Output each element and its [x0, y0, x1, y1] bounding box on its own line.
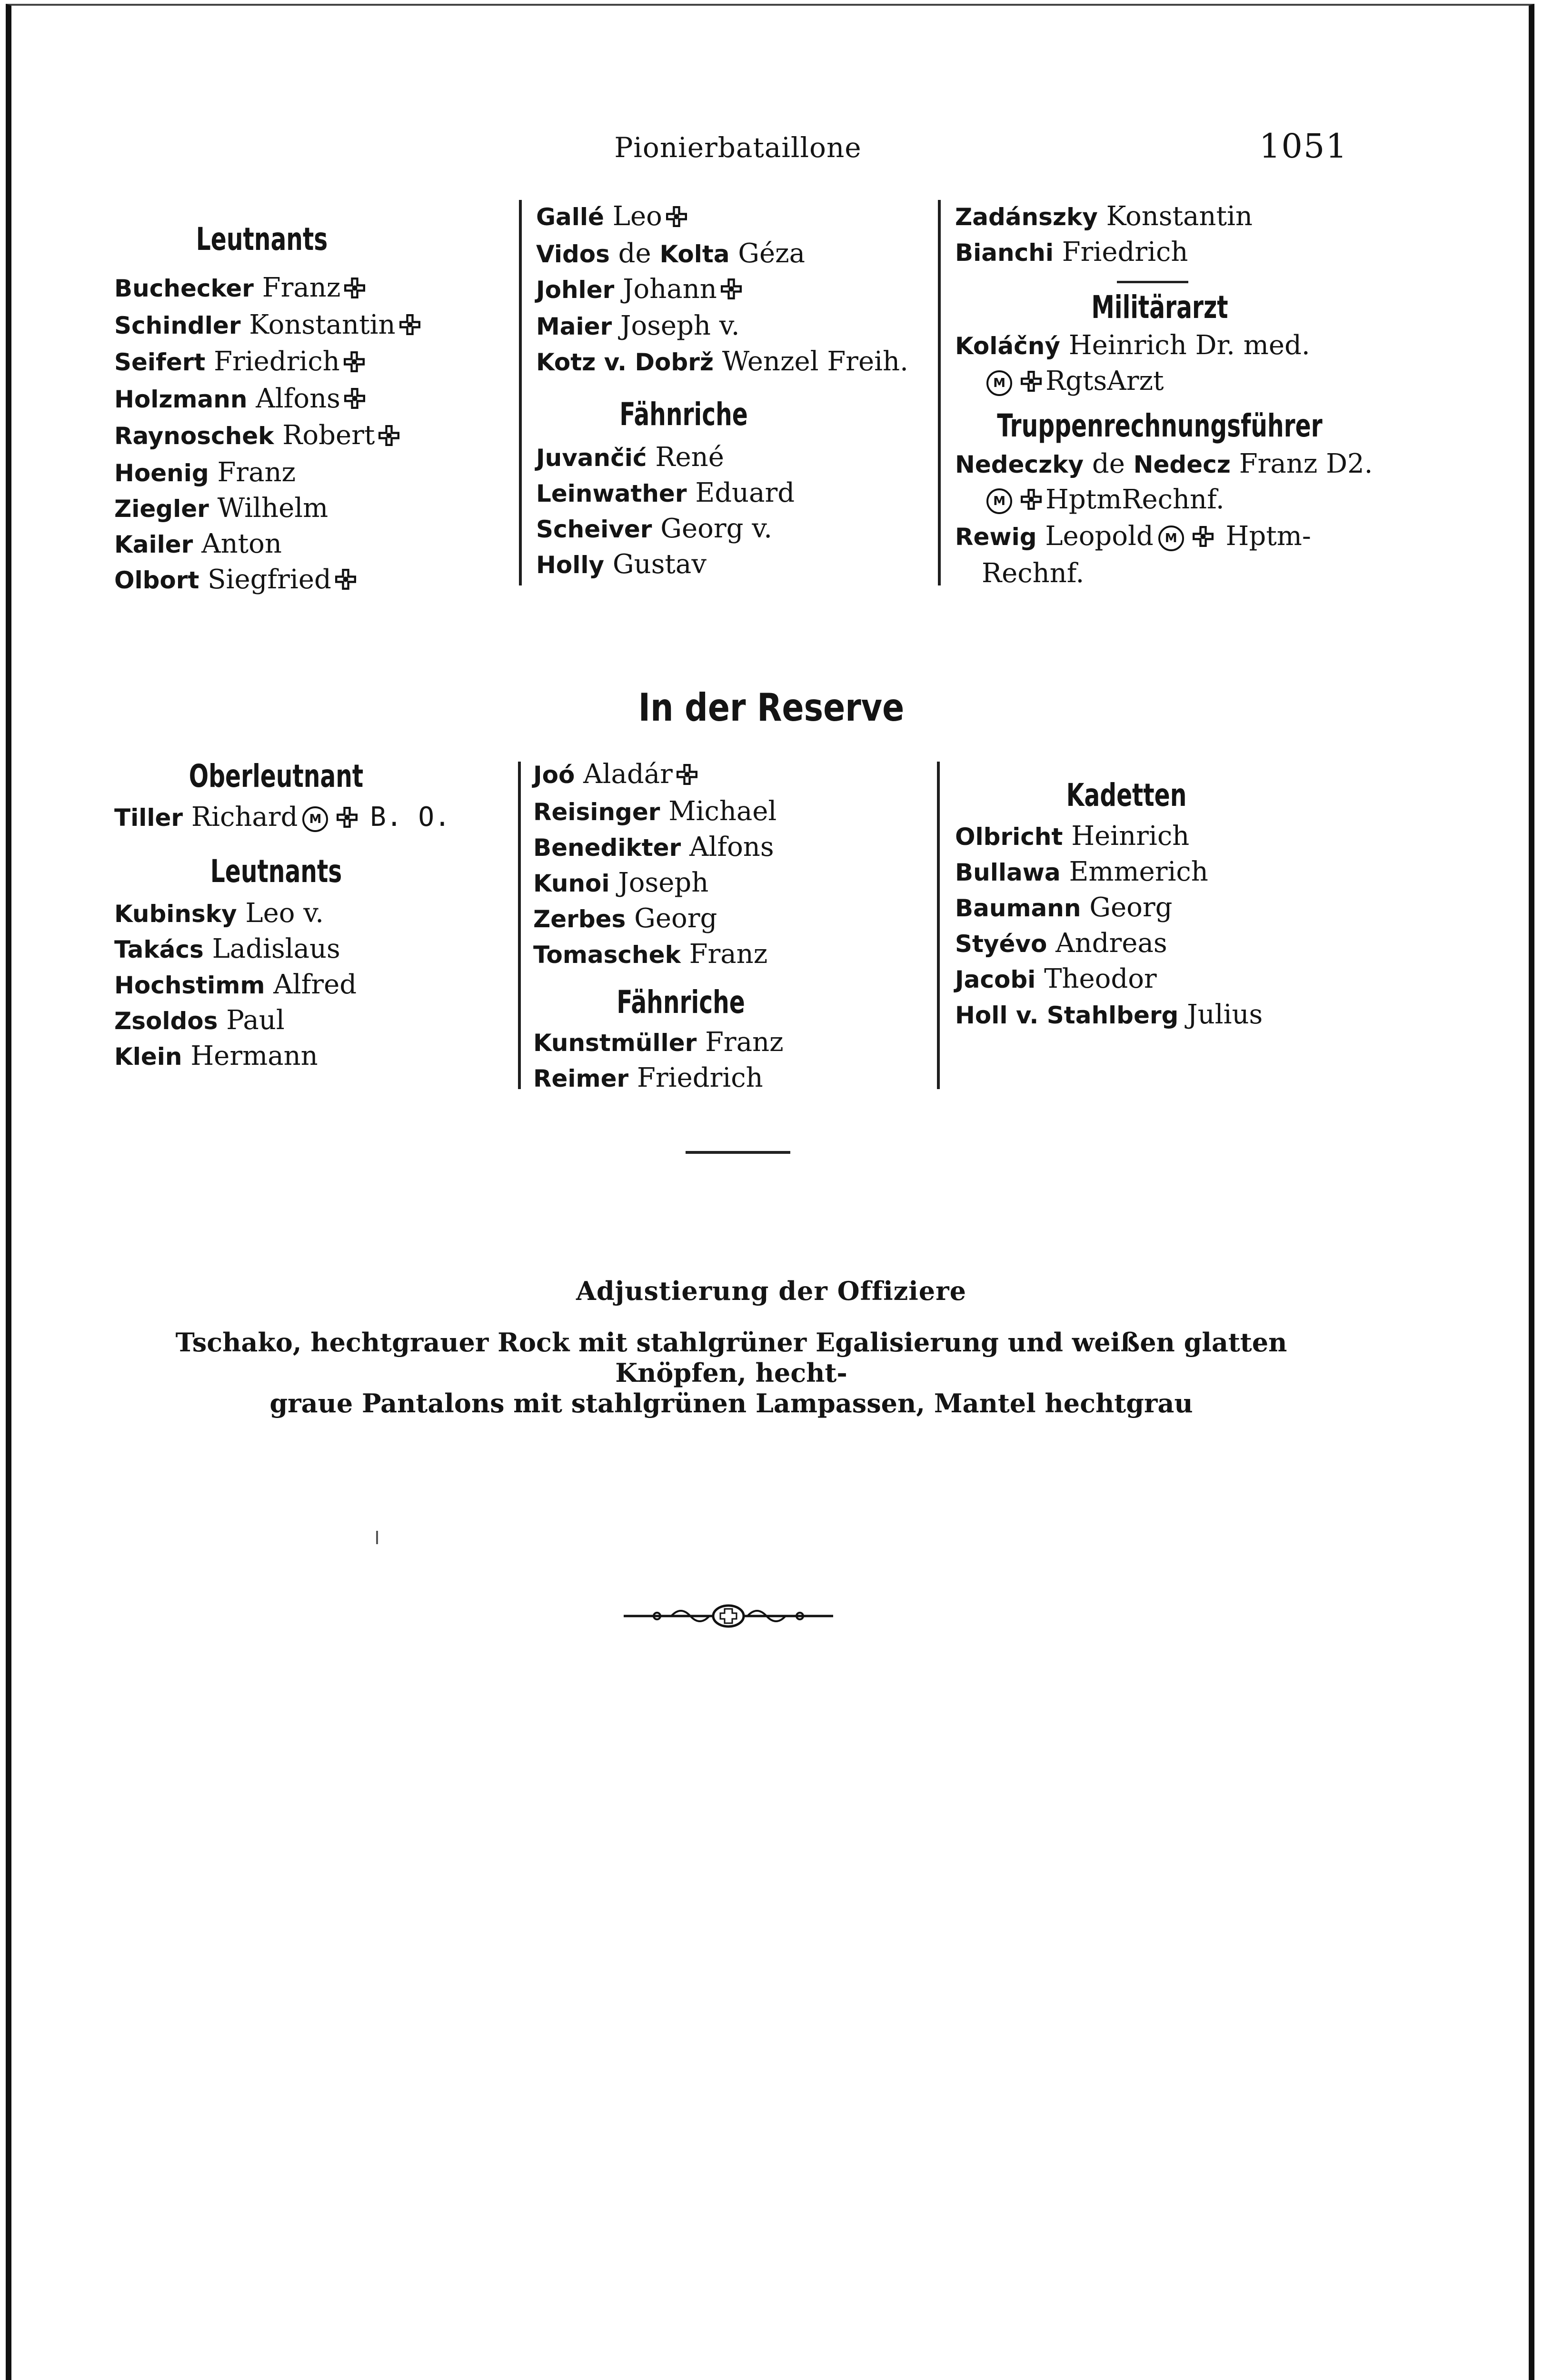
page-number: 1051: [1259, 127, 1348, 166]
list-item: Kailer Anton: [114, 528, 282, 559]
list-item: Koláčný Heinrich Dr. med.: [955, 330, 1310, 361]
active-col2: [536, 199, 926, 583]
column-divider: [519, 200, 522, 585]
list-item: Juvančić René: [536, 442, 724, 473]
list-item: Reimer Friedrich: [533, 1062, 763, 1093]
list-item: Holzmann Alfons: [114, 381, 505, 418]
column-divider: [937, 762, 940, 1089]
reserve-col3: [955, 775, 1364, 1033]
list-item: Kotz v. Dobrž Wenzel Freih.: [536, 346, 908, 377]
list-item: Olbricht Heinrich: [955, 821, 1190, 852]
list-item: Leinwather Eduard: [536, 477, 795, 508]
list-item: Nedeczky de Nedecz Franz D2.: [955, 448, 1373, 479]
heading-leutnants: Leutnants: [196, 221, 328, 258]
reserve-col2: [533, 757, 924, 1096]
list-item: Kunstmüller Franz: [533, 1026, 784, 1058]
list-item: Seifert Friedrich: [114, 344, 505, 381]
heading-truppenrechnungsfuehrer: Truppenrechnungsführer: [997, 407, 1323, 444]
list-item: Zerbes Georg: [533, 902, 717, 934]
section-heading-reserve: In der Reserve: [638, 685, 905, 730]
medal-icon: M: [1158, 526, 1184, 551]
stray-mark: [376, 1531, 378, 1544]
running-head: Pionierbataillone: [614, 131, 862, 164]
list-item: Maier Joseph v.: [536, 310, 740, 341]
cross-icon: [399, 309, 420, 344]
list-item: Johler Johann: [536, 272, 926, 309]
list-item: Hochstimm Alfred: [114, 969, 357, 1000]
list-item: Schindler Konstantin: [114, 307, 505, 345]
list-item: Holl v. Stahlberg Julius: [955, 999, 1263, 1030]
list-item: Rewig Leopold M Hptm-: [955, 519, 1364, 556]
reserve-col1: [114, 756, 505, 1074]
list-item-continuation: M HptmRechnf.: [955, 482, 1364, 519]
cross-icon: [344, 272, 365, 307]
list-item: Bullawa Emmerich: [955, 856, 1208, 887]
divider: [1117, 281, 1188, 283]
heading-kadetten: Kadetten: [1066, 777, 1187, 813]
list-item: Benedikter Alfons: [533, 831, 774, 863]
active-col3: [955, 199, 1373, 591]
list-item: Takács Ladislaus: [114, 933, 340, 964]
list-item: Reisinger Michael: [533, 795, 777, 827]
cross-icon: [666, 201, 687, 236]
entry-list: [114, 896, 505, 1074]
list-item: Tiller Richard M B. O.: [114, 800, 505, 837]
heading-faehnriche: Fähnriche: [617, 983, 745, 1021]
cross-icon: [721, 273, 742, 308]
heading-leutnants: Leutnants: [210, 853, 342, 890]
medal-icon: M: [986, 370, 1012, 396]
entry-list: [955, 819, 1364, 1033]
section-divider: [686, 1151, 790, 1154]
list-item: Styévo Andreas: [955, 928, 1167, 959]
entry-list: [536, 440, 926, 583]
list-item: Tomaschek Franz: [533, 938, 768, 970]
list-item: Kubinsky Leo v.: [114, 897, 324, 929]
list-item-continuation: M RgtsArzt: [955, 364, 1364, 401]
cross-icon: [1021, 484, 1042, 519]
list-item: Vidos de Kolta Géza: [536, 238, 806, 269]
list-item: Holly Gustav: [536, 549, 707, 580]
list-item: Scheiver Georg v.: [536, 513, 773, 544]
list-item: Joó Aladár: [533, 757, 924, 794]
list-item: Ziegler Wilhelm: [114, 492, 329, 524]
cross-icon: [344, 383, 365, 418]
list-item: Bianchi Friedrich: [955, 237, 1188, 268]
list-item: Olbort Siegfried: [114, 562, 505, 599]
list-item: Kunoi Joseph: [533, 867, 709, 898]
heading-faehnriche: Fähnriche: [619, 396, 748, 433]
heading-oberleutnant: Oberleutnant: [189, 758, 364, 794]
medal-icon: M: [986, 488, 1012, 514]
list-item: Gallé Leo: [536, 199, 926, 236]
list-item: Zsoldos Paul: [114, 1004, 285, 1036]
medal-icon: M: [302, 806, 328, 832]
adjustierung-text: [112, 1327, 1350, 1418]
cross-icon: [1021, 366, 1042, 401]
column-divider: [938, 200, 941, 585]
cross-icon: [337, 802, 358, 837]
entry-list: [114, 270, 505, 599]
list-item: Zadánszky Konstantin: [955, 201, 1253, 232]
entry-list: [533, 1025, 924, 1096]
cross-icon: [1193, 521, 1214, 556]
heading-militaerarzt: Militärarzt: [1091, 289, 1228, 326]
list-item: Buchecker Franz: [114, 270, 505, 307]
cross-icon: [677, 759, 697, 794]
adjustierung-line-2: graue Pantalons mit stahlgrünen Lampassen, Mantel hechtgrau: [269, 1388, 1193, 1418]
list-item: Raynoschek Robert: [114, 418, 505, 455]
ornament-divider-icon: [619, 1599, 838, 1635]
adjustierung-line-1: Tschako, hechtgrauer Rock mit stahlgrüner Egalisierung und weißen glatten Knöpfen, hecht-: [175, 1327, 1287, 1388]
column-divider: [518, 762, 521, 1089]
adjustierung-title: Adjustierung der Offiziere: [576, 1276, 966, 1306]
list-item-continuation: Rechnf.: [982, 557, 1085, 589]
list-item: Klein Hermann: [114, 1040, 318, 1071]
list-item: Hoenig Franz: [114, 456, 296, 488]
cross-icon: [378, 420, 399, 455]
cross-icon: [344, 346, 365, 381]
cross-icon: [335, 564, 356, 599]
list-item: Jacobi Theodor: [955, 963, 1157, 994]
active-col1: [114, 219, 505, 599]
list-item: Baumann Georg: [955, 892, 1173, 923]
